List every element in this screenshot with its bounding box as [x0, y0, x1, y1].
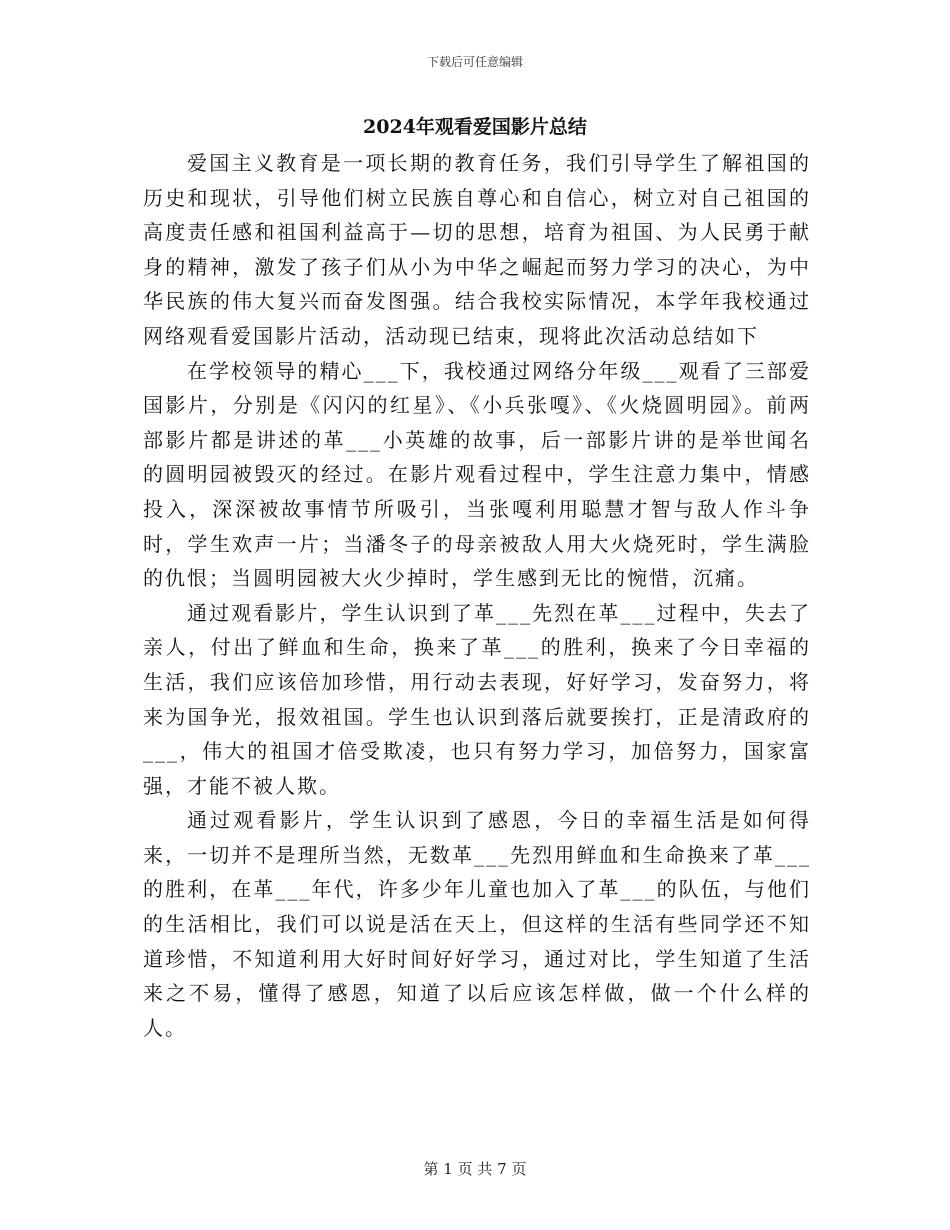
- document-body: [143, 146, 811, 1045]
- page-header-note: 下载后可任意编辑: [426, 55, 523, 69]
- paragraph-intro: 爱国主义教育是一项长期的教育任务，我们引导学生了解祖国的历史和现状，引导他们树立民族自尊心和自信心，树立对自己祖国的高度责任感和祖国利益高于—切的思想，培育为祖国、为人民勇于献身的精神，激发了孩子们从小为中华之崛起而努力学习的决心，为中华民族的伟大复兴而奋发图强。结合我校实际情况，本学年我校通过网络观看爱国影片活动，活动现已结束，现将此次活动总结如下: [143, 151, 811, 348]
- document-title: 2024年观看爱国影片总结: [363, 116, 587, 138]
- paragraph-gratitude: 通过观看影片，学生认识到了感恩，今日的幸福生活是如何得来，一切并不是理所当然，无数革___先烈用鲜血和生命换来了革___的胜利，在革___年代，许多少年儿童也加入了革___的队伍，与他们的生活相比，我们可以说是活在天上，但这样的生活有些同学还不知道珍惜，不知道利用大好时间好好学习，通过对比，学生知道了生活来之不易，懂得了感恩，知道了以后应该怎样做，做一个什么样的人。: [143, 808, 811, 1040]
- page-number: 第 1 页 共 7 页: [423, 1160, 527, 1178]
- paragraph-revolution: 通过观看影片，学生认识到了革___先烈在革___过程中，失去了亲人，付出了鲜血和生命，换来了革___的胜利，换来了今日幸福的生活，我们应该倍加珍惜，用行动去表现，好好学习，发奋努力，将来为国争光，报效祖国。学生也认识到落后就要挨打，正是清政府的___，伟大的祖国才倍受欺凌，也只有努力学习，加倍努力，国家富强，才能不被人欺。: [143, 600, 811, 798]
- paragraph-films: 在学校领导的精心___下，我校通过网络分年级___观看了三部爱国影片，分别是《闪闪的红星》、《小兵张嘎》、《火烧圆明园》。前两部影片都是讲述的革___小英雄的故事，后一部影片讲的是举世闻名的圆明园被毁灭的经过。在影片观看过程中，学生注意力集中，情感投入，深深被故事情节所吸引，当张嘎利用聪慧才智与敌人作斗争时，学生欢声一片；当潘冬子的母亲被敌人用大火烧死时，学生满脸的仇恨；当圆明园被大火少掉时，学生感到无比的惋惜，沉痛。: [143, 358, 811, 591]
